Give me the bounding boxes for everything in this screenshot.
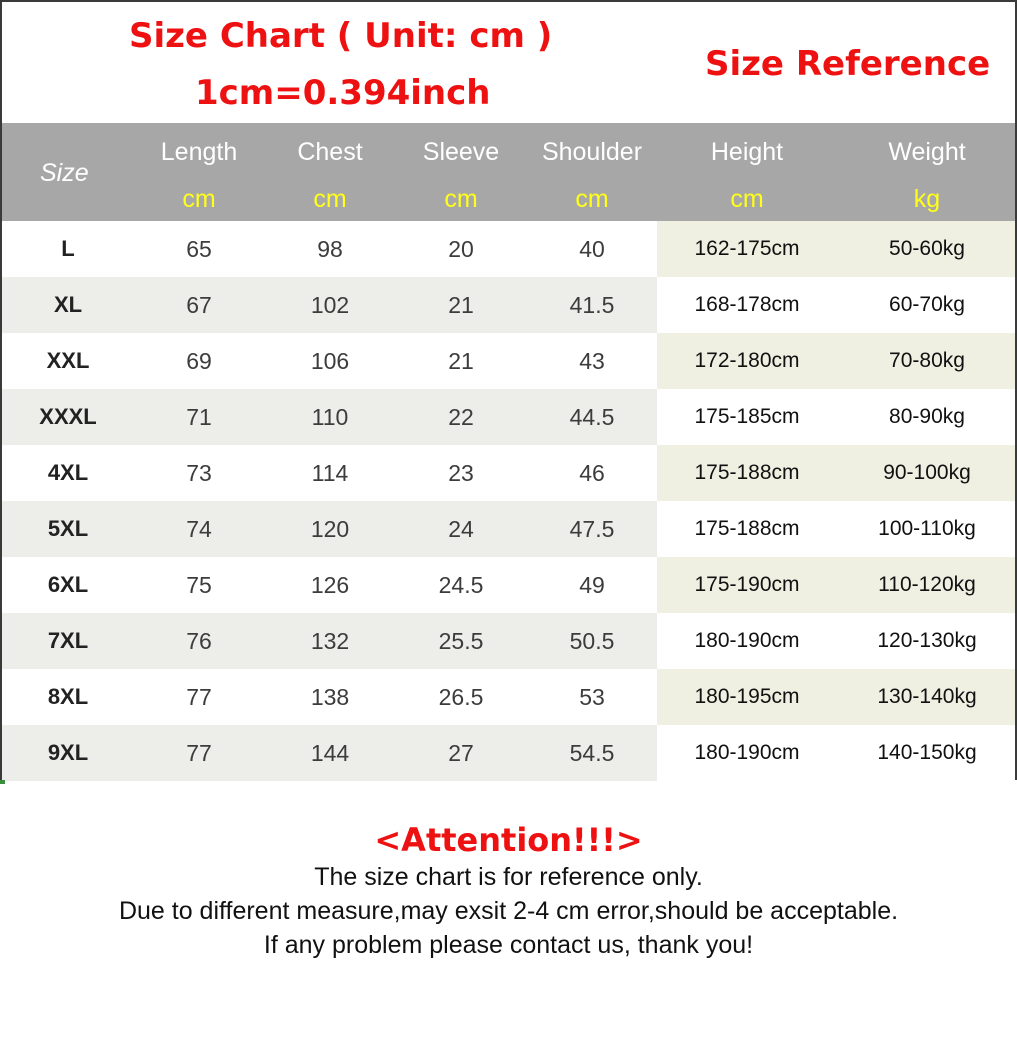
cell-sleeve: 24.5 (438, 572, 484, 598)
column-name: Chest (297, 138, 363, 166)
cell-height: 175-188cm (694, 517, 800, 540)
column-header-chest (265, 123, 395, 221)
table-body (2, 221, 1015, 781)
cell-weight: 50-60kg (889, 237, 965, 260)
table-row (2, 613, 1015, 669)
column-unit: cm (730, 185, 764, 213)
cell-size: 6XL (47, 572, 89, 597)
cell-height: 180-190cm (694, 629, 800, 652)
cell-length: 71 (186, 404, 212, 430)
cell-chest: 126 (310, 572, 350, 598)
cell-weight: 110-120kg (878, 573, 976, 596)
cell-size: L (61, 236, 75, 261)
cell-shoulder: 44.5 (569, 404, 615, 430)
cell-weight: 140-150kg (877, 741, 977, 764)
table-row (2, 333, 1015, 389)
column-header-sleeve (396, 123, 526, 221)
cell-chest: 106 (310, 348, 350, 374)
cell-weight: 130-140kg (877, 685, 977, 708)
table-row (2, 501, 1015, 557)
cell-shoulder: 43 (579, 348, 605, 374)
cell-size: XXL (46, 348, 90, 373)
cell-height: 168-178cm (694, 293, 800, 316)
cell-size: 8XL (47, 684, 89, 709)
cell-chest: 144 (310, 740, 350, 766)
column-name: Weight (888, 138, 966, 166)
unit-conversion: 1cm=0.394inch (195, 73, 491, 113)
cell-length: 69 (186, 348, 212, 374)
cell-sleeve: 21 (448, 292, 474, 318)
cell-shoulder: 49 (579, 572, 605, 598)
cell-shoulder: 53 (579, 684, 605, 710)
cell-sleeve: 27 (448, 740, 474, 766)
cell-weight: 80-90kg (889, 405, 965, 428)
cell-sleeve: 23 (448, 460, 474, 486)
cell-length: 76 (186, 628, 212, 654)
cell-chest: 132 (310, 628, 350, 654)
corner-mark (0, 780, 5, 784)
cell-shoulder: 50.5 (569, 628, 615, 654)
cell-shoulder: 46 (579, 460, 605, 486)
cell-size: XL (53, 292, 83, 317)
cell-length: 73 (186, 460, 212, 486)
cell-weight: 100-110kg (878, 517, 976, 540)
cell-shoulder: 47.5 (569, 516, 615, 542)
column-name: Shoulder (541, 138, 643, 166)
column-header-shoulder (527, 123, 657, 221)
cell-chest: 138 (310, 684, 350, 710)
attention-heading: <Attention!!!> (374, 821, 643, 859)
cell-sleeve: 24 (448, 516, 474, 542)
cell-shoulder: 41.5 (569, 292, 615, 318)
cell-chest: 98 (317, 236, 343, 262)
column-name: Length (160, 138, 238, 166)
cell-chest: 110 (311, 404, 349, 430)
cell-length: 77 (186, 684, 212, 710)
cell-height: 180-190cm (694, 741, 800, 764)
cell-weight: 70-80kg (889, 349, 965, 372)
cell-size: 7XL (47, 628, 89, 653)
cell-chest: 102 (310, 292, 350, 318)
chart-title-area (2, 2, 1015, 123)
cell-shoulder: 54.5 (569, 740, 615, 766)
cell-height: 175-188cm (694, 461, 800, 484)
cell-height: 175-190cm (694, 573, 800, 596)
table-row (2, 221, 1015, 277)
column-unit: kg (913, 185, 941, 213)
cell-length: 67 (186, 292, 212, 318)
table-row (2, 389, 1015, 445)
cell-size: 5XL (47, 516, 89, 541)
table-row (2, 557, 1015, 613)
cell-size: 4XL (47, 460, 89, 485)
size-reference-title: Size Reference (705, 44, 991, 84)
cell-sleeve: 20 (448, 236, 474, 262)
table-row (2, 725, 1015, 781)
cell-chest: 120 (310, 516, 350, 542)
table-row (2, 445, 1015, 501)
cell-height: 162-175cm (694, 237, 800, 260)
column-name: Height (710, 138, 784, 166)
column-unit: cm (575, 185, 609, 213)
table-row (2, 669, 1015, 725)
cell-size: XXXL (39, 404, 97, 429)
column-header-length (134, 123, 264, 221)
size-column-header: Size (40, 159, 89, 187)
cell-height: 175-185cm (694, 405, 800, 428)
cell-sleeve: 22 (448, 404, 474, 430)
column-header-height (657, 123, 837, 221)
cell-sleeve: 21 (448, 348, 474, 374)
cell-size: 9XL (47, 740, 89, 765)
cell-weight: 90-100kg (883, 461, 971, 484)
column-name: Sleeve (422, 138, 500, 166)
cell-length: 74 (186, 516, 212, 542)
table-header (2, 123, 1015, 221)
table-row (2, 277, 1015, 333)
attention-notes (0, 820, 1017, 962)
column-header-weight (837, 123, 1017, 221)
cell-weight: 60-70kg (889, 293, 965, 316)
column-unit: cm (444, 185, 478, 213)
cell-height: 180-195cm (694, 685, 800, 708)
cell-shoulder: 40 (579, 236, 605, 262)
chart-title: Size Chart ( Unit: cm ) (129, 16, 553, 56)
note-line-2: Due to different measure,may exsit 2-4 cm error,should be acceptable. (118, 897, 899, 925)
column-unit: cm (313, 185, 347, 213)
cell-sleeve: 25.5 (438, 628, 484, 654)
cell-weight: 120-130kg (877, 629, 977, 652)
cell-chest: 114 (311, 460, 349, 486)
note-line-1: The size chart is for reference only. (314, 863, 703, 891)
cell-length: 75 (186, 572, 212, 598)
cell-length: 77 (186, 740, 212, 766)
note-line-3: If any problem please contact us, thank you! (263, 931, 754, 959)
cell-sleeve: 26.5 (438, 684, 484, 710)
column-unit: cm (182, 185, 216, 213)
cell-height: 172-180cm (694, 349, 800, 372)
cell-length: 65 (186, 236, 212, 262)
